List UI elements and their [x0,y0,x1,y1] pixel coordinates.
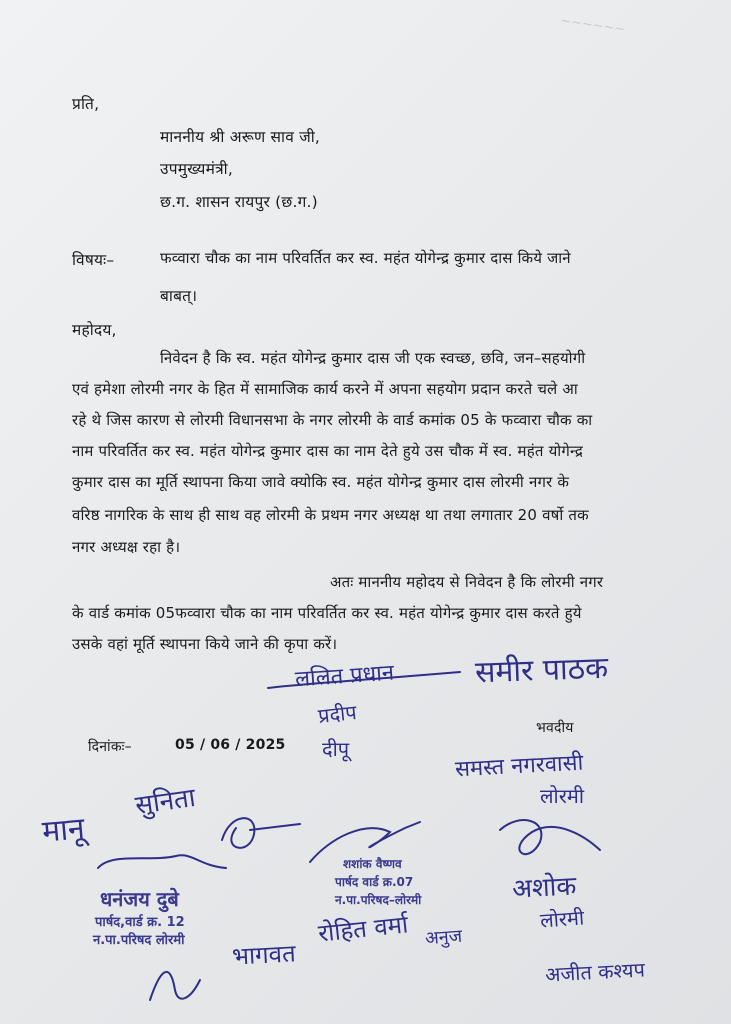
stamp-center-line-2: न.पा.परिषद–लोरमी [335,893,422,907]
stamp-left-line-2: न.पा.परिषद लोरमी [93,933,185,948]
stamp-center-line-1: पार्षद वार्ड क्र.07 [335,875,414,889]
body-p1-line: कुमार दास का मूर्ति स्थापना किया जावे क्योकि स्व. महंत योगेन्द्र कुमार दास लोरमी नगर के [72,473,570,491]
date-value: 05 / 06 / 2025 [175,737,286,753]
signature-loop [310,822,420,862]
signature-2: समीर पाठक [474,650,609,691]
closing-text: भवदीय [536,720,574,736]
signature-10: लोरमी [539,905,585,933]
recipient-line-2: उपमुख्यमंत्री, [160,160,233,178]
signature-14: अजीत कश्यप [544,957,646,987]
signature-loop [500,820,600,854]
body-p2-line: के वार्ड कमांक 05फव्वारा चौक का नाम परिवर्तित कर स्व. महंत योगेन्द्र कुमार दास करते हुये [72,604,582,622]
stamp-left-name: धनंजय दुबे [100,887,179,911]
date-label: दिनांकः– [88,739,132,755]
signature-13: अनुज [424,925,463,950]
stamp-center-name: शशांक वैष्णव [343,857,402,871]
signature-4: दीपू [322,737,350,761]
faint-pencil-mark: ~~~~~~ [559,13,627,38]
subject-line-2: बाबत्। [160,287,198,305]
body-p2-line: अतः माननीय महोदय से निवेदन है कि लोरमी नगर [330,573,604,591]
salutation: महोदय, [72,321,117,339]
signature-8: सुनिता [133,782,198,822]
stamp-left-line-1: पार्षद,वार्ड क्र. 12 [95,915,185,930]
signature-6: लोरमी [540,784,585,808]
to-label: प्रति, [72,95,100,113]
body-p1-line: निवेदन है कि स्व. महंत योगेन्द्र कुमार दास जी एक स्वच्छ, छवि, जन–सहयोगी [160,349,586,367]
recipient-line-3: छ.ग. शासन रायपुर (छ.ग.) [160,193,318,211]
signature-loop [222,818,300,848]
signature-7: मानू [40,811,86,850]
body-p1-line: नगर अध्यक्ष रहा है। [72,538,181,556]
body-p1-line: रहे थे जिस कारण से लोरमी विधानसभा के नगर लोरमी के वार्ड कमांक 05 के फव्वारा चौक का [72,411,593,429]
body-p2-line: उसके वहां मूर्ति स्थापना किये जाने की कृपा करें। [72,635,338,653]
body-p1-line: नाम परिवर्तित कर स्व. महंत योगेन्द्र कुमार दास का नाम देते हुये उस चौक में स्व. महंत योगेन्द्र [72,442,584,460]
signature-loop [150,972,200,1000]
signature-underline [268,672,460,688]
body-p1-line: वरिष्ठ नागरिक के साथ ही साथ वह लोरमी के प्रथम नगर अध्यक्ष था तथा लगातार 20 वर्षो तक [72,506,589,524]
signature-loop [98,855,226,868]
signature-11: भागवत [231,939,297,971]
signature-5: समस्त नगरवासी [454,750,584,783]
recipient-line-1: माननीय श्री अरूण साव जी, [160,128,321,146]
signature-12: रोहित वर्मा [316,910,410,948]
signature-1: ललित प्रधान [294,660,395,693]
body-p1-line: एवं हमेशा लोरमी नगर के हित में सामाजिक कार्य करने में अपना सहयोग प्रदान करते चले आ [72,380,578,398]
signature-3: प्रदीप [316,700,358,728]
subject-label: विषयः– [72,251,115,269]
subject-line-1: फव्वारा चौक का नाम परिवर्तित कर स्व. महंत योगेन्द्र कुमार दास किये जाने [160,249,571,267]
signature-9: अशोक [511,871,578,905]
